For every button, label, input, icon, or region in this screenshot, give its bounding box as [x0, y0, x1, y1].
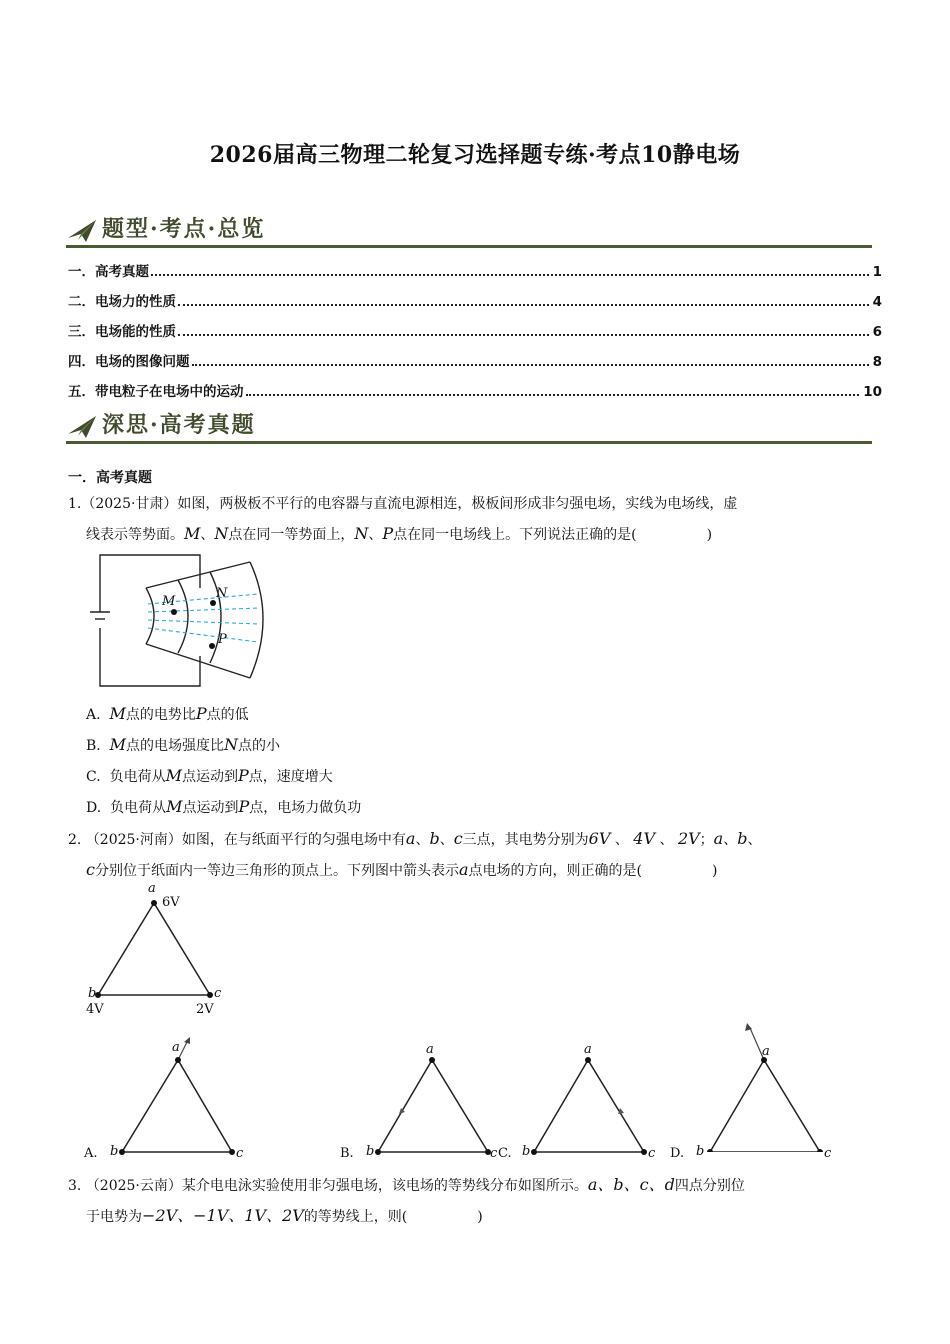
toc-item[interactable] [68, 290, 882, 310]
toc-page: 4 [872, 294, 882, 310]
vertex-label-c: c [490, 1146, 498, 1161]
toc-leader [178, 334, 869, 336]
vertex-label-a: a [426, 1042, 434, 1057]
toc-page: 8 [872, 354, 882, 370]
option-c[interactable]: C. 负电荷从M点运动到P点，速度增大 [86, 766, 333, 785]
toc-leader [151, 274, 869, 276]
banner-divider [66, 441, 872, 444]
toc-leader [192, 364, 869, 366]
exam-banner [66, 406, 872, 446]
banner-title: 深思·高考真题 [102, 412, 256, 438]
choice-label: C. [498, 1146, 512, 1161]
choice-label: A. [84, 1146, 98, 1161]
potential-label-c: 2V [196, 1002, 214, 1017]
banner-title: 题型·考点·总览 [102, 216, 266, 242]
vertex-label-b: b [366, 1144, 375, 1159]
question-text: 3. （2025·云南）某介电电泳实验使用非匀强电场，该电场的等势线分布如图所示。a、b、c、d四点分别位 [68, 1175, 745, 1194]
vertex-label-b: b [522, 1144, 531, 1159]
potential-label-a: 6V [162, 895, 180, 910]
toc-page: 10 [863, 384, 882, 400]
question-text: 于电势为−2V、−1V、1V、2V的等势线上，则( ) [86, 1206, 483, 1225]
toc-label: 四．电场的图像问题 [68, 354, 190, 370]
vertex-label-a: a [584, 1042, 592, 1057]
vertex-label-b: b [696, 1144, 705, 1159]
point-label-m: M [162, 594, 176, 609]
toc-label: 二．电场力的性质 [68, 294, 176, 310]
vertex-label-a: a [148, 881, 156, 896]
vertex-label-a: a [762, 1044, 770, 1059]
option-a[interactable]: A. M点的电势比P点的低 [86, 704, 249, 723]
vertex-label-b: b [88, 986, 97, 1001]
page-title: 2026届高三物理二轮复习选择题专练·考点10静电场 [209, 142, 741, 168]
point-label-n: N [216, 586, 228, 601]
question-text: c分别位于纸面内一等边三角形的顶点上。下列图中箭头表示a点电场的方向，则正确的是( ) [86, 860, 718, 879]
toc-label: 三．电场能的性质 [68, 324, 176, 340]
option-b[interactable]: B. M点的电场强度比N点的小 [86, 735, 281, 754]
choice-label: D. [670, 1146, 685, 1161]
question-text: 1.（2025·甘肃）如图，两极板不平行的电容器与直流电源相连，极板间形成非匀强电场，实线为电场线，虚 [68, 496, 738, 512]
choice-label: B. [340, 1146, 354, 1161]
toc-leader [246, 394, 860, 396]
toc-page: 6 [872, 324, 882, 340]
toc-page: 1 [872, 264, 882, 280]
vertex-label-c: c [648, 1146, 656, 1161]
question-3 [68, 1170, 888, 1232]
vertex-label-a: a [172, 1040, 180, 1055]
overview-banner [66, 210, 872, 250]
point-label-p: P [218, 632, 227, 647]
question-text: 线表示等势面。M、N点在同一等势面上，N、P点在同一电场线上。下列说法正确的是( ) [86, 524, 713, 543]
question-2 [68, 824, 888, 886]
vertex-label-c: c [236, 1146, 244, 1161]
potential-label-b: 4V [86, 1002, 104, 1017]
vertex-label-c: c [824, 1146, 832, 1161]
toc-label: 一．高考真题 [68, 264, 149, 280]
question-1 [68, 489, 888, 550]
toc-leader [178, 304, 869, 306]
vertex-label-c: c [214, 986, 222, 1001]
toc-label: 五．带电粒子在电场中的运动 [68, 384, 244, 400]
option-d[interactable]: D. 负电荷从M点运动到P点，电场力做负功 [86, 797, 362, 816]
banner-divider [66, 245, 872, 248]
question-text: 2. （2025·河南）如图，在与纸面平行的匀强电场中有a、b、c三点，其电势分别为6V 、 4V 、 2V；a、b、 [68, 829, 762, 848]
section-heading: 一．高考真题 [68, 470, 152, 486]
toc-item[interactable] [68, 380, 882, 400]
toc-item[interactable] [68, 350, 882, 370]
vertex-label-b: b [110, 1144, 119, 1159]
toc-item[interactable] [68, 260, 882, 280]
toc-item[interactable] [68, 320, 882, 340]
